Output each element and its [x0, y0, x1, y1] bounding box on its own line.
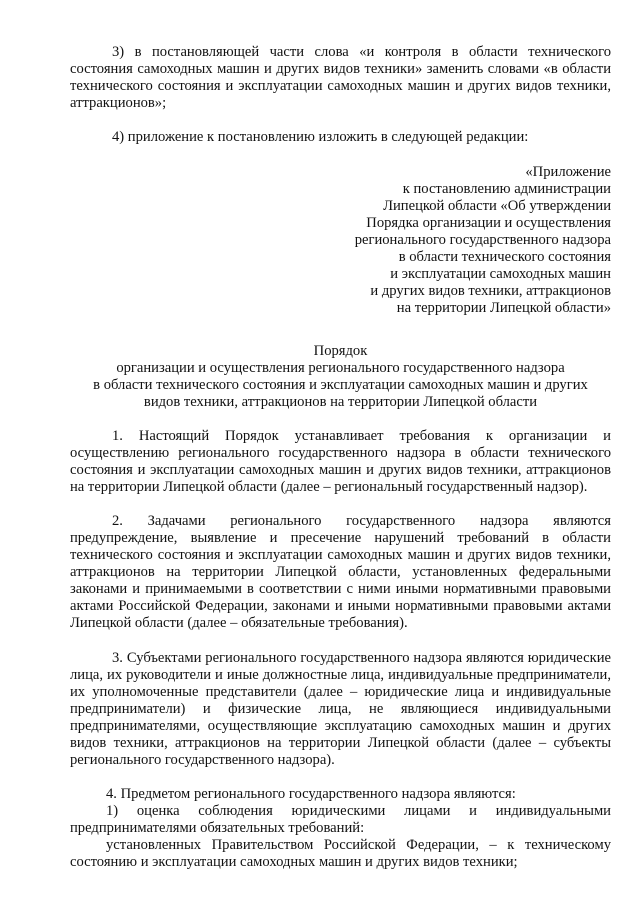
- item-3: 3. Субъектами регионального государственного надзора являются юридические лица, их руководители и иные должностные лица, индивидуальные предприниматели, их уполномоченные представители (далее – юридические лица и индивидуальные предприниматели) и физические лица, не являющиеся индивидуальными предпринимателями, осуществляющие эксплуатацию самоходных машин и других видов техники, аттракционов на территории Липецкой области (далее – субъекты регионального государственного надзора).: [70, 650, 611, 768]
- title-line: Порядок: [313, 343, 368, 359]
- title-line: организации и осуществления регионального государственного надзора: [116, 360, 565, 376]
- appendix-line: регионального государственного надзора: [354, 232, 611, 248]
- appendix-line: и эксплуатации самоходных машин: [390, 266, 611, 282]
- paragraph-3: 3) в постановляющей части слова «и контроля в области технического состояния самоходных машин и других видов техники» заменить словами «в области технического состояния и эксплуатации самоходных машин и других видов техники, аттракционов»;: [70, 44, 611, 111]
- item-4: 4. Предметом регионального государственного надзора являются:: [106, 786, 516, 802]
- item-2: 2. Задачами регионального государственного надзора являются предупреждение, выявление и пресечение нарушений требований в области технического состояния и эксплуатации самоходных машин и других видов техники, аттракционов на территории Липецкой области, установленных федеральными законами и принимаемыми в соответствии с ними иными нормативными правовыми актами Российской Федерации, законами и иными нормативными правовыми актами Липецкой области (далее – обязательные требования).: [70, 513, 611, 631]
- document-title: [70, 343, 611, 411]
- title-line: в области технического состояния и эксплуатации самоходных машин и других: [93, 377, 588, 393]
- appendix-line: на территории Липецкой области»: [396, 300, 611, 316]
- appendix-header: [250, 164, 611, 317]
- appendix-line: Липецкой области «Об утверждении: [383, 198, 611, 214]
- item-4-subitem-1: 1) оценка соблюдения юридическими лицами и индивидуальными предпринимателями обязательных требований:: [70, 803, 611, 836]
- title-line: видов техники, аттракционов на территории Липецкой области: [143, 394, 538, 410]
- appendix-line: в области технического состояния: [398, 249, 611, 265]
- item-4-subitem-1-clause: установленных Правительством Российской Федерации, – к техническому состоянию и эксплуатации самоходных машин и других видов техники;: [70, 837, 611, 870]
- paragraph-4: 4) приложение к постановлению изложить в следующей редакции:: [112, 129, 529, 145]
- appendix-line: Порядка организации и осуществления: [366, 215, 611, 231]
- item-1: 1. Настоящий Порядок устанавливает требования к организации и осуществлению регионального государственного надзора в области технического состояния и эксплуатации самоходных машин и других видов техники, аттракционов на территории Липецкой области (далее – региональный государственный надзор).: [70, 428, 611, 495]
- appendix-line: к постановлению администрации: [402, 181, 611, 197]
- appendix-line: «Приложение: [525, 164, 611, 180]
- appendix-line: и других видов техники, аттракционов: [370, 283, 611, 299]
